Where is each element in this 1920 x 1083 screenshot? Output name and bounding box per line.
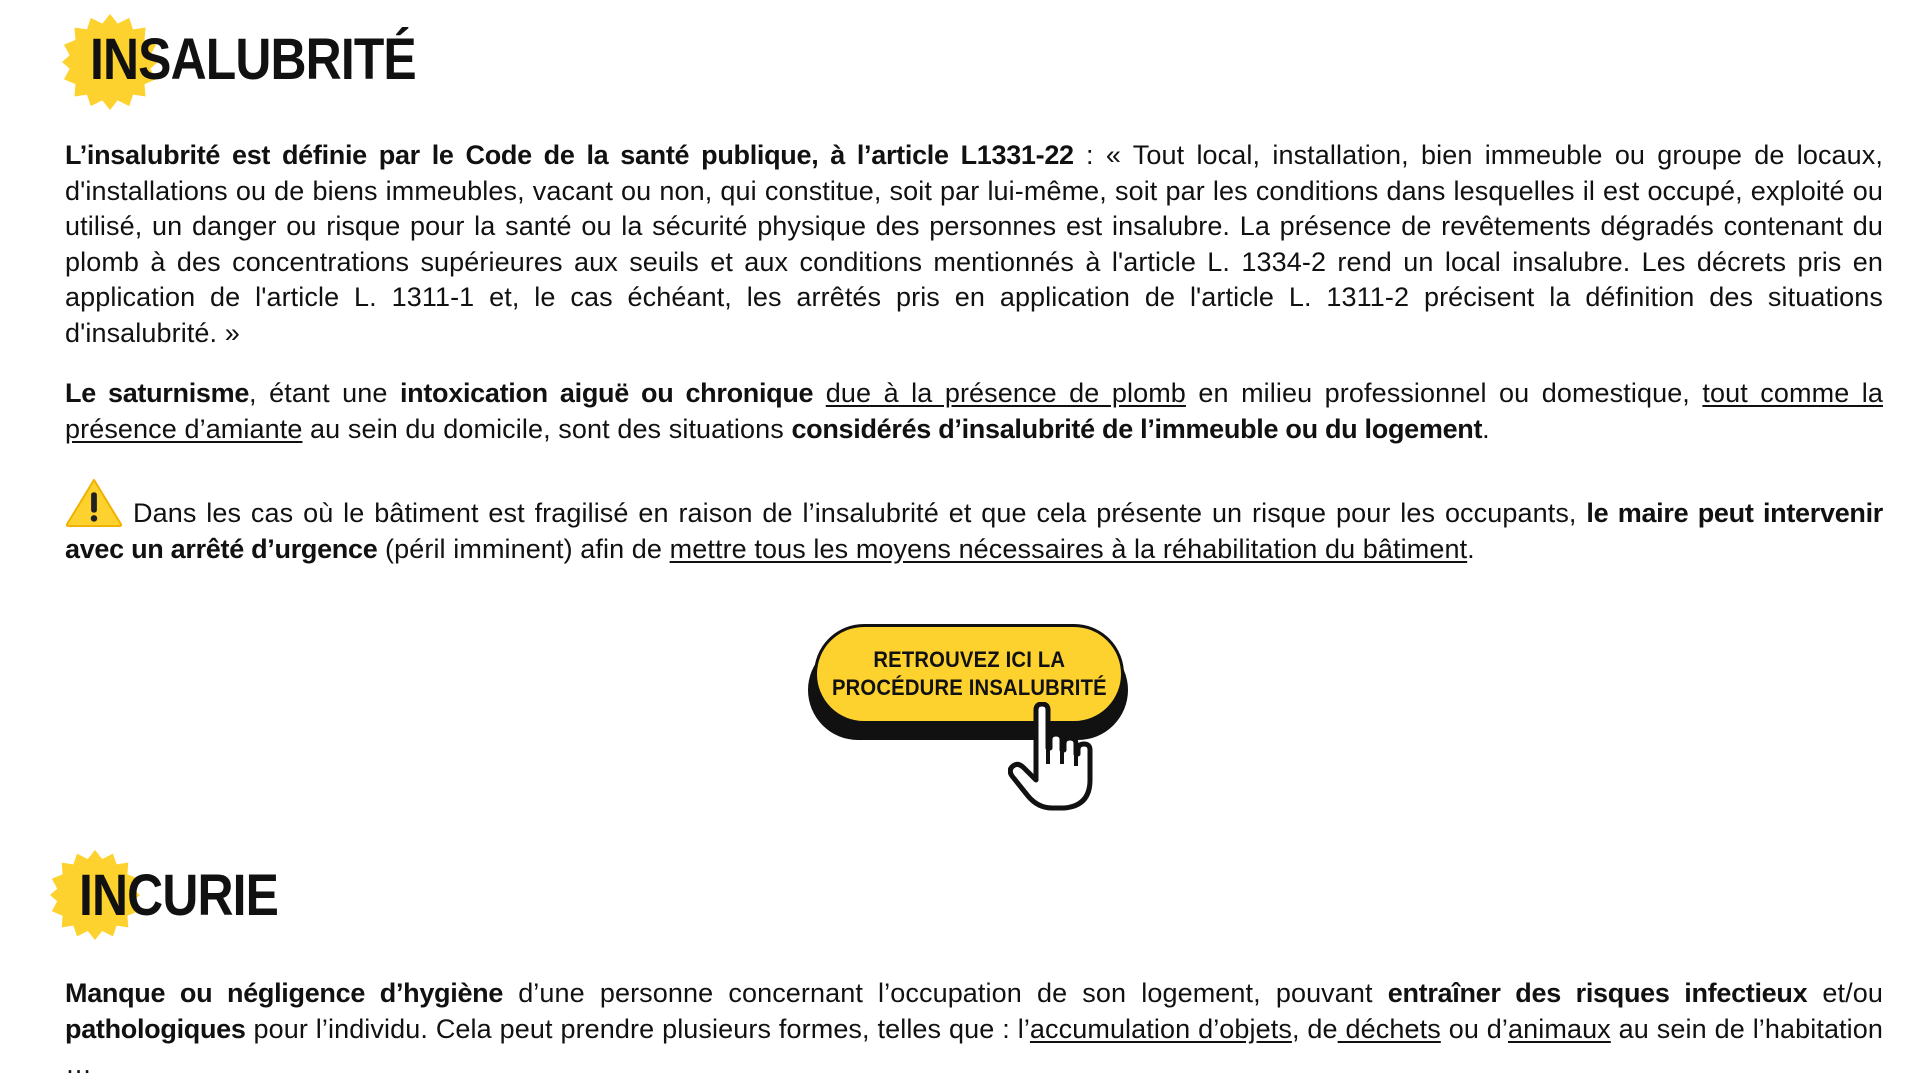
paragraph-saturnisme [65, 376, 1883, 447]
bold-text: L’insalubrité est définie par le Code de la santé publique, à l’article L1331-22 [65, 140, 1074, 170]
paragraph-warning [65, 478, 1883, 567]
underlined-text: déchets [1337, 1013, 1441, 1044]
text: (péril imminent) afin de [377, 533, 670, 564]
pointer-hand-icon [1008, 702, 1096, 812]
underlined-text: animaux [1508, 1013, 1611, 1044]
section-title: INSALUBRITÉ [90, 27, 416, 92]
underlined-text: due à la présence de plomb [825, 378, 1186, 408]
text: , étant une [249, 378, 400, 408]
underlined-text: tout comme la présence d’amiante [65, 378, 1883, 444]
text: au sein du domicile, sont des situations [302, 413, 792, 444]
text: : « Tout local, installation, bien immeuble ou groupe de locaux, d'installations ou de biens immeubles, vacant ou non, qui constitue, soit par lui-même, soit par les conditions dans lesquelles il est occupé, exploité ou utilisé, un danger ou risque pour la santé ou la sécurité physique des personnes est insalubre. La présence de revêtements dégradés contenant du plomb à des concentrations supérieures aux seuils et aux conditions mentionnés à l'article L. 1334-2 rend un local insalubre. Les décrets pris en application de l'article L. 1311-1 et, le cas échéant, les arrêtés pris en application de l'article L. 1311-2 précisent la définition des situations d'insalubrité. » [65, 140, 1883, 348]
bold-text: intoxication aiguë ou chronique [399, 378, 814, 408]
button-label-line2: PROCÉDURE INSALUBRITÉ [831, 675, 1107, 700]
underlined-text: accumulation d’objets [1029, 1013, 1292, 1044]
bold-text: le maire peut intervenir avec un arrêté d’urgence [65, 498, 1884, 564]
section-heading-insalubrite [62, 14, 462, 124]
text: . [1467, 533, 1475, 564]
bold-text: pathologiques [65, 1013, 246, 1044]
paragraph-incurie [65, 976, 1883, 1083]
text: pour l’individu. Cela peut prendre plusieurs formes, telles que : l’ [245, 1013, 1030, 1044]
section-title: INCURIE [79, 863, 279, 928]
text: ou d’ [1440, 1013, 1509, 1044]
text: au sein de l’habitation … [65, 1013, 1883, 1079]
text: , de [1291, 1013, 1338, 1044]
paragraph-definition [65, 138, 1883, 351]
procedure-insalubrite-button[interactable] [802, 618, 1132, 818]
warning-icon [65, 478, 123, 528]
bold-text: entraîner des risques infectieux [1387, 978, 1808, 1008]
underlined-text: mettre tous les moyens nécessaires à la réhabilitation du bâtiment [669, 533, 1468, 564]
text: d’une personne concernant l’occupation de son logement, pouvant [503, 978, 1388, 1008]
text: Dans les cas où le bâtiment est fragilisé en raison de l’insalubrité et que cela présente un risque pour les occupants, [133, 498, 1587, 528]
text: . [1482, 413, 1490, 444]
text: et/ou [1807, 978, 1883, 1008]
section-heading-incurie [50, 850, 450, 960]
button-label-line1: RETROUVEZ ICI LA [873, 647, 1065, 672]
bold-text: Manque ou négligence d’hygiène [65, 978, 504, 1008]
bold-text: Le saturnisme [65, 378, 250, 408]
text [813, 378, 825, 408]
text: en milieu professionnel ou domestique, [1185, 378, 1703, 408]
bold-text: considérés d’insalubrité de l’immeuble ou du logement [791, 413, 1483, 444]
